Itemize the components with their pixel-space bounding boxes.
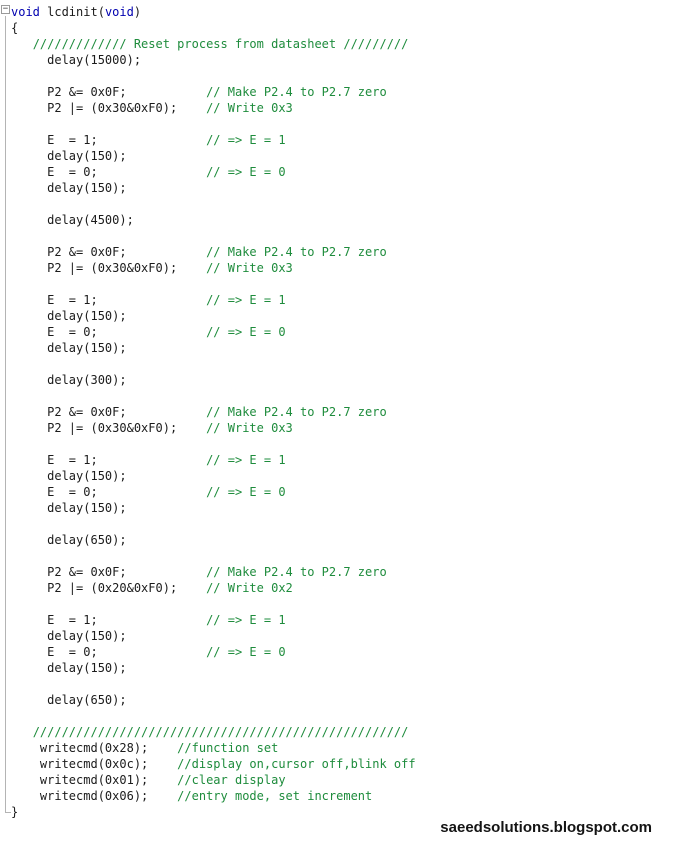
code-line: writecmd(0x28); //function set [11, 741, 279, 755]
code-line: P2 |= (0x30&0xF0); // Write 0x3 [11, 261, 293, 275]
code-line: delay(300); [11, 373, 127, 387]
code-line [11, 548, 416, 564]
code-line: delay(150); [11, 309, 127, 323]
collapse-toggle-icon[interactable] [1, 5, 10, 14]
code-line [11, 276, 416, 292]
code-line: delay(150); [11, 661, 127, 675]
code-line: delay(150); [11, 149, 127, 163]
code-line [11, 596, 416, 612]
code-line: P2 |= (0x30&0xF0); // Write 0x3 [11, 101, 293, 115]
code-line: E = 1; // => E = 1 [11, 293, 286, 307]
code-line: P2 |= (0x30&0xF0); // Write 0x3 [11, 421, 293, 435]
code-line: delay(650); [11, 693, 127, 707]
code-line [11, 356, 416, 372]
collapse-minus-glyph: − [2, 4, 9, 14]
code-line: writecmd(0x01); //clear display [11, 773, 286, 787]
code-line [11, 676, 416, 692]
code-line [11, 516, 416, 532]
code-line: E = 1; // => E = 1 [11, 133, 286, 147]
code-line [11, 116, 416, 132]
code-line [11, 388, 416, 404]
code-line: E = 0; // => E = 0 [11, 165, 286, 179]
code-line: delay(150); [11, 629, 127, 643]
code-line: E = 0; // => E = 0 [11, 645, 286, 659]
code-line [11, 708, 416, 724]
code-line: delay(150); [11, 341, 127, 355]
code-line: writecmd(0x06); //entry mode, set increment [11, 789, 373, 803]
code-line [11, 196, 416, 212]
code-line: delay(150); [11, 469, 127, 483]
code-line: delay(150); [11, 501, 127, 515]
code-line: delay(15000); [11, 53, 142, 67]
code-line: P2 &= 0x0F; // Make P2.4 to P2.7 zero [11, 245, 387, 259]
code-line: //////////////////////////////////////////////////// [32, 725, 409, 739]
code-line: delay(4500); [11, 213, 134, 227]
code-line: P2 &= 0x0F; // Make P2.4 to P2.7 zero [11, 565, 387, 579]
code-line: E = 1; // => E = 1 [11, 453, 286, 467]
code-line [11, 68, 416, 84]
code-line: delay(150); [11, 181, 127, 195]
code-line: } [11, 805, 19, 819]
watermark-text: saeedsolutions.blogspot.com [440, 819, 652, 836]
code-line: ///////////// Reset process from datasheet ///////// [32, 37, 409, 51]
code-line: void lcdinit(void) [11, 5, 142, 19]
code-line: P2 &= 0x0F; // Make P2.4 to P2.7 zero [11, 405, 387, 419]
code-content [11, 4, 416, 820]
code-line: P2 &= 0x0F; // Make P2.4 to P2.7 zero [11, 85, 387, 99]
fold-scope-line [5, 16, 6, 812]
code-line [11, 436, 416, 452]
code-line: E = 0; // => E = 0 [11, 485, 286, 499]
code-line: { [11, 21, 19, 35]
code-line: E = 0; // => E = 0 [11, 325, 286, 339]
code-line [11, 228, 416, 244]
code-line: P2 |= (0x20&0xF0); // Write 0x2 [11, 581, 293, 595]
code-line: delay(650); [11, 533, 127, 547]
code-line: writecmd(0x0c); //display on,cursor off,blink off [11, 757, 416, 771]
code-line: E = 1; // => E = 1 [11, 613, 286, 627]
